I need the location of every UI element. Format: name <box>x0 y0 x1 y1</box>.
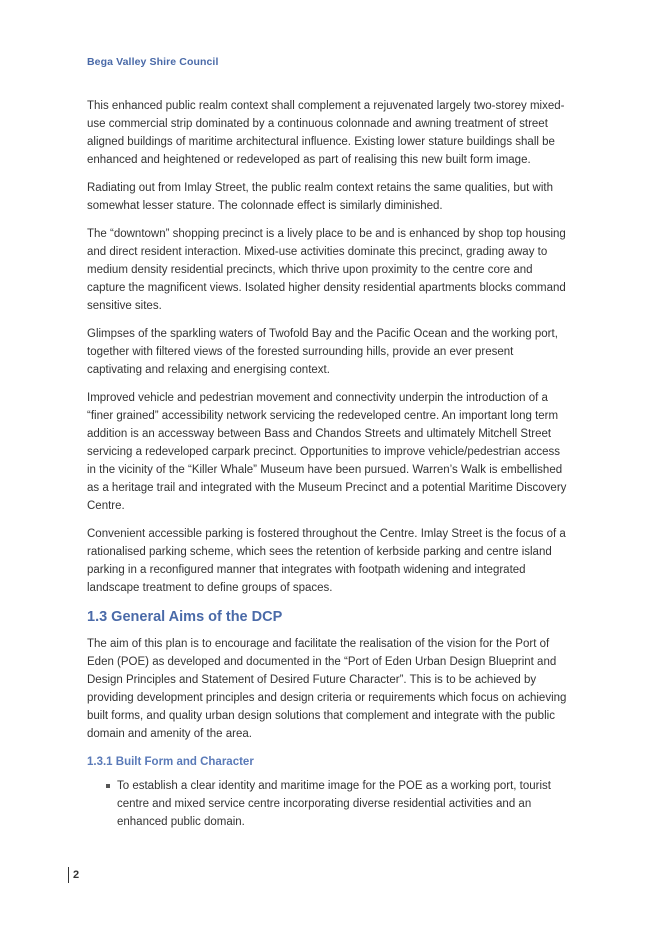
paragraph: Glimpses of the sparkling waters of Twofold Bay and the Pacific Ocean and the working port, together with filtered views of the forested surrounding hills, provide an ever present captivating and relaxing and energising context. <box>87 328 558 376</box>
paragraph: This enhanced public realm context shall complement a rejuvenated largely two-storey mixed-use commercial strip dominated by a continuous colonnade and awning treatment of street aligned buildings of maritime architectural influence. Existing lower stature buildings shall be enhanced and heightened or redeveloped as part of realising this new built form image. <box>87 100 565 166</box>
bullet-text: To establish a clear identity and maritime image for the POE as a working port, tourist centre and mixed service centre incorporating diverse residential activities and an enhanced public domain. <box>117 780 552 828</box>
square-bullet-icon <box>106 784 110 788</box>
subsection-heading: 1.3.1 Built Form and Character <box>87 756 254 768</box>
section-intro-paragraph: The aim of this plan is to encourage and facilitate the realisation of the vision for the Port of Eden (POE) as developed and documented in the “Port of Eden Urban Design Blueprint and Design Principles and Statement of Desired Future Character”. This is to be achieved by providing development principles and design criteria or requirements which focus on achieving built forms, and quality urban design solutions that complement and integrate with the public domain and amenity of the area. <box>87 638 567 740</box>
page-number: 2 <box>73 869 80 881</box>
bullet-item <box>117 777 571 831</box>
page-footer <box>68 866 79 884</box>
footer-divider <box>68 867 69 883</box>
paragraph: The “downtown” shopping precinct is a lively place to be and is enhanced by shop top housing and direct resident interaction. Mixed-use activities dominate this precinct, grading away to medium density residential precincts, which thrive upon proximity to the centre core and capture the magnificent views. Isolated higher density residential apartments blocks command sensitive sites. <box>87 228 566 312</box>
paragraph: Convenient accessible parking is fostered throughout the Centre. Imlay Street is the focus of a rationalised parking scheme, which sees the retention of kerbside parking and centre island parking in a reconfigured manner that integrates with footpath widening and integrated landscape treatment to define groups of spaces. <box>87 528 566 594</box>
running-header: Bega Valley Shire Council <box>87 56 219 68</box>
paragraph: Improved vehicle and pedestrian movement and connectivity underpin the introduction of a “finer grained” accessibility network servicing the redeveloped centre. An important long term addition is an accessway between Bass and Chandos Streets and ultimately Mitchell Street servicing a redeveloped carpark precinct. Opportunities to improve vehicle/pedestrian access in the vicinity of the “Killer Whale” Museum have been pursued. Warren’s Walk is embellished as a heritage trail and integrated with the Museum Precinct and a potential Maritime Discovery Centre. <box>87 392 567 512</box>
bullet-list <box>87 777 571 831</box>
body-text <box>87 97 571 831</box>
paragraph: Radiating out from Imlay Street, the public realm context retains the same qualities, but with somewhat lesser stature. The colonnade effect is similarly diminished. <box>87 182 553 212</box>
section-heading: 1.3 General Aims of the DCP <box>87 609 283 625</box>
